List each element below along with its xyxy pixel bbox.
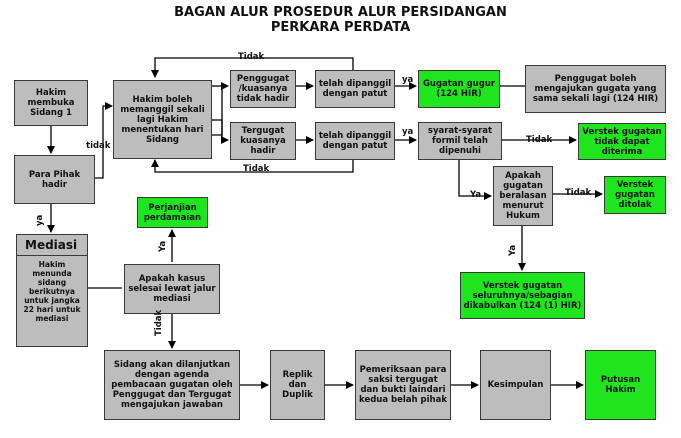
node-penggugat-boleh-mengajukan: Penggugat boleh mengajukan gugata yang sama sekali lagi (124 HIR)	[525, 65, 666, 113]
label-ya-mediasi: ya	[35, 214, 45, 226]
node-apakah-gugatan-beralasan: Apakah gugatan beralasan menurut Hukum	[493, 166, 553, 226]
label-ya-gugur: ya	[402, 75, 414, 85]
node-para-pihak-hadir: Para Pihak hadir	[14, 155, 95, 204]
label-ya-beralasan: Ya	[470, 190, 482, 200]
node-syarat-formil: syarat-syarat formil telah dipenuhi	[418, 122, 502, 160]
node-apakah-kasus-selesai: Apakah kasus selesai lewat jalur mediasi	[124, 264, 220, 314]
node-telah-dipanggil-penggugat: telah dipanggil dengan patut	[315, 70, 395, 108]
label-ya-dikabulkan: Ya	[508, 244, 518, 256]
node-gugatan-gugur: Gugatan gugur (124 HIR)	[418, 70, 500, 108]
label-tidak-top: Tidak	[238, 52, 265, 62]
label-tidak-verstek: Tidak	[526, 135, 553, 145]
node-sidang-dilanjutkan: Sidang akan dilanjutkan dengan agenda pembacaan gugatan oleh Penggugat dan Tergugat mengajukan jawaban	[104, 350, 240, 420]
node-replik-duplik: Replik dan Duplik	[270, 350, 325, 420]
arrow-hakimboleh-to-tergugat	[212, 86, 222, 135]
node-verstek-dikabulkan: Verstek gugatan seluruhnya/sebagian dikabulkan (124 (1) HIR)	[460, 272, 585, 319]
label-tidak-sidang: Tidak	[154, 309, 164, 336]
node-verstek-tidak-diterima: Verstek gugatan tidak dapat diterima	[578, 123, 666, 160]
node-penggugat-tidak-hadir: Penggugat /kuasanya tidak hadir	[230, 70, 296, 108]
node-hakim-membuka-sidang: Hakim membuka Sidang 1	[14, 80, 88, 126]
label-tidak-ditolak: Tidak	[565, 188, 592, 198]
node-hakim-boleh-memanggil: Hakim boleh memanggil sekali lagi Hakim menentukan hari Sidang	[113, 80, 212, 159]
node-perjanjian-perdamaian: Perjanjian perdamaian	[137, 197, 208, 228]
label-ya-syarat: ya	[402, 127, 414, 137]
node-putusan-hakim: Putusan Hakim	[585, 350, 656, 420]
page-subtitle: PERKARA PERDATA	[270, 20, 411, 35]
arrow-hakimboleh-branch-tergugat	[212, 120, 228, 140]
node-kesimpulan: Kesimpulan	[480, 350, 551, 420]
node-pemeriksaan-saksi: Pemeriksaan para saksi tergugat dan bukti laindari kedua belah pihak	[355, 350, 451, 420]
label-tidak-bottom: Tidak	[243, 164, 270, 174]
node-verstek-ditolak: Verstek gugatan ditolak	[604, 176, 666, 214]
mediasi-description: Hakim menunda sidang berikutnya untuk jangka 22 hari untuk mediasi	[23, 260, 81, 323]
label-ya-perjanjian: Ya	[158, 240, 168, 252]
node-tergugat-tidak-hadir: Tergugat kuasanya hadir	[230, 122, 296, 160]
label-tidak-left: tidak	[86, 141, 111, 151]
mediasi-title: Mediasi	[17, 235, 87, 256]
node-telah-dipanggil-tergugat: telah dipanggil dengan patut	[315, 122, 395, 160]
page-title: BAGAN ALUR PROSEDUR ALUR PERSIDANGAN	[174, 5, 507, 20]
node-mediasi	[16, 234, 88, 347]
